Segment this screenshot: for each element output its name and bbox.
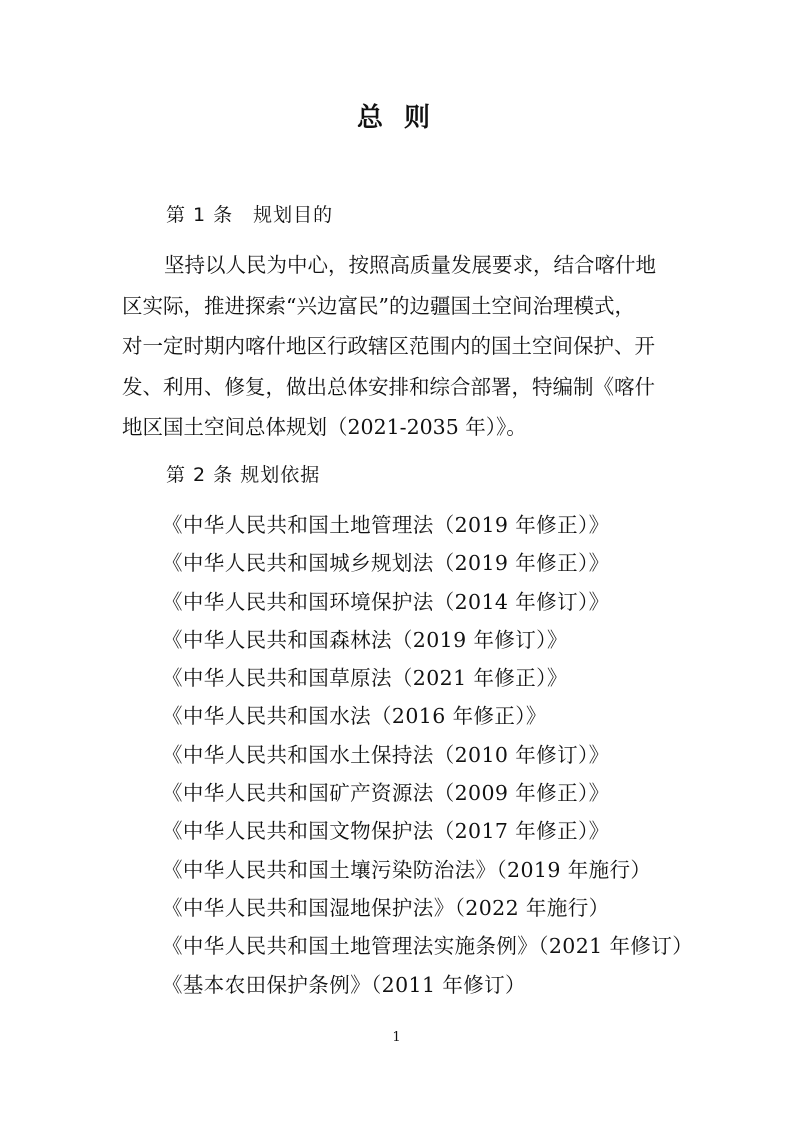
law-item: 《中华人民共和国土地管理法实施条例》（2021 年修订） xyxy=(162,934,694,959)
article-1-paragraph xyxy=(122,245,682,448)
law-item: 《中华人民共和国草原法（2021 年修正）》 xyxy=(162,666,568,691)
paragraph-line: 区实际，推进探索“兴边富民”的边疆国土空间治理模式， xyxy=(122,293,635,318)
paragraph-line: 发、利用、修复，做出总体安排和综合部署，特编制《喀什 xyxy=(122,374,655,399)
law-item: 《中华人民共和国城乡规划法（2019 年修正）》 xyxy=(162,551,610,576)
article-1-heading: 第 1 条 规划目的 xyxy=(166,204,334,226)
paragraph-line: 坚持以人民为中心，按照高质量发展要求，结合喀什地 xyxy=(164,253,656,277)
page-title: 总 则 xyxy=(356,103,437,133)
paragraph-line: 地区国土空间总体规划（2021-2035 年）》。 xyxy=(122,415,527,439)
law-item: 《中华人民共和国土壤污染防治法》（2019 年施行） xyxy=(162,857,652,882)
law-item: 《中华人民共和国湿地保护法》（2022 年施行） xyxy=(162,895,610,920)
law-item: 《中华人民共和国矿产资源法（2009 年修正）》 xyxy=(162,781,610,806)
law-item: 《中华人民共和国文物保护法（2017 年修正）》 xyxy=(162,819,610,844)
article-2-heading: 第 2 条 规划依据 xyxy=(166,464,321,486)
page-number: 1 xyxy=(392,1030,401,1045)
law-item: 《中华人民共和国水土保持法（2010 年修订）》 xyxy=(162,742,610,767)
law-item: 《中华人民共和国环境保护法（2014 年修订）》 xyxy=(162,589,610,614)
law-item: 《中华人民共和国土地管理法（2019 年修正）》 xyxy=(162,513,610,537)
law-item: 《中华人民共和国森林法（2019 年修订）》 xyxy=(162,627,568,652)
law-list xyxy=(162,506,693,1004)
law-item: 《中华人民共和国水法（2016 年修正）》 xyxy=(162,704,547,729)
law-item: 《基本农田保护条例》（2011 年修订） xyxy=(162,972,526,997)
paragraph-line: 对一定时期内喀什地区行政辖区范围内的国土空间保护、开 xyxy=(122,334,655,358)
